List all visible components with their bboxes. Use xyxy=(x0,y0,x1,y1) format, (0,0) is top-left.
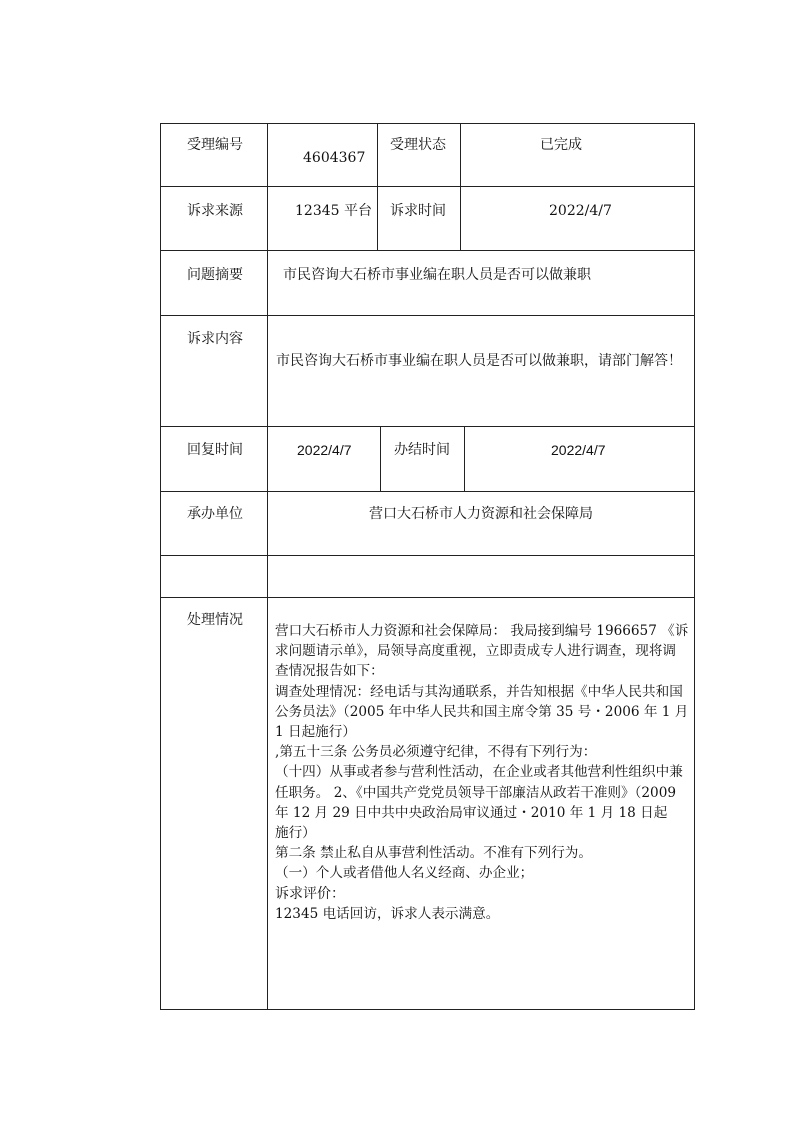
table-border-left xyxy=(160,123,161,1010)
row-divider xyxy=(160,250,695,251)
reply-time-label: 回复时间 xyxy=(187,442,243,458)
handling-line: 求问题请示单》，局领导高度重视，立即责成专人进行调查，现将调 xyxy=(275,643,677,660)
content-value: 市民咨询大石桥市事业编在职人员是否可以做兼职，请部门解答！ xyxy=(276,353,682,369)
summary-value: 市民咨询大石桥市事业编在职人员是否可以做兼职 xyxy=(283,267,591,283)
unit-value: 营口大石桥市人力资源和社会保障局 xyxy=(369,506,593,522)
handling-line: 营口大石桥市人力资源和社会保障局： 我局接到编号 1966657 《诉 xyxy=(275,623,689,639)
request-time-value: 2022/4/7 xyxy=(549,203,612,219)
request-time-label: 诉求时间 xyxy=(390,203,446,219)
handling-line: 调查处理情况：经电话与其沟通联系，并告知根据《中华人民共和国 xyxy=(275,683,683,700)
row-divider xyxy=(160,186,695,187)
handling-line: 查情况报告如下： xyxy=(275,663,384,680)
table-border-right xyxy=(694,123,695,1010)
column-divider xyxy=(380,426,381,492)
handling-line: （十四）从事或者参与营利性活动，在企业或者其他营利性组织中兼 xyxy=(275,764,683,781)
column-divider xyxy=(377,123,378,251)
handling-text xyxy=(275,621,687,924)
table-border-top xyxy=(160,123,695,124)
source-value: 12345 平台 xyxy=(295,203,372,219)
accept-status-value: 已完成 xyxy=(540,137,582,153)
handling-line: 施行） xyxy=(275,825,316,842)
unit-label: 承办单位 xyxy=(187,506,243,522)
accept-no-label: 受理编号 xyxy=(187,137,243,153)
finish-time-value: 2022/4/7 xyxy=(551,442,606,458)
column-divider xyxy=(464,426,465,492)
handling-line: 12345 电话回访，诉求人表示满意。 xyxy=(275,905,500,922)
accept-status-label: 受理状态 xyxy=(390,137,446,153)
handling-line: 年 12 月 29 日中共中央政治局审议通过・2010 年 1 月 18 日起 xyxy=(275,804,668,821)
row-divider xyxy=(160,555,695,556)
reply-time-value: 2022/4/7 xyxy=(297,442,352,458)
handling-line: 公务员法》（2005 年中华人民共和国主席令第 35 号・2006 年 1 月 xyxy=(275,703,689,720)
label-column-divider xyxy=(267,123,268,1010)
row-divider xyxy=(160,491,695,492)
row-divider xyxy=(160,426,695,427)
accept-no-value: 4604367 xyxy=(303,150,366,166)
finish-time-label: 办结时间 xyxy=(394,442,450,458)
row-divider xyxy=(160,597,695,598)
handling-line: （一）个人或者借他人名义经商、办企业； xyxy=(275,865,534,882)
handling-line: 诉求评价： xyxy=(275,885,345,902)
source-label: 诉求来源 xyxy=(187,203,243,219)
summary-label: 问题摘要 xyxy=(187,267,243,283)
table-border-bottom xyxy=(160,1009,695,1010)
content-label: 诉求内容 xyxy=(187,331,243,347)
row-divider xyxy=(160,315,695,316)
acceptance-record-table xyxy=(160,123,695,1010)
handling-line: 1 日起施行） xyxy=(275,724,356,741)
handling-line: ,第五十三条 公务员必须遵守纪律，不得有下列行为： xyxy=(275,744,597,761)
handling-line: 第二条 禁止私自从事营利性活动。不准有下列行为。 xyxy=(275,845,592,862)
column-divider xyxy=(460,123,461,251)
handling-line: 任职务。 2、《中国共产党党员领导干部廉洁从政若干准则》（2009 xyxy=(275,784,676,801)
handling-label: 处理情况 xyxy=(187,612,243,628)
